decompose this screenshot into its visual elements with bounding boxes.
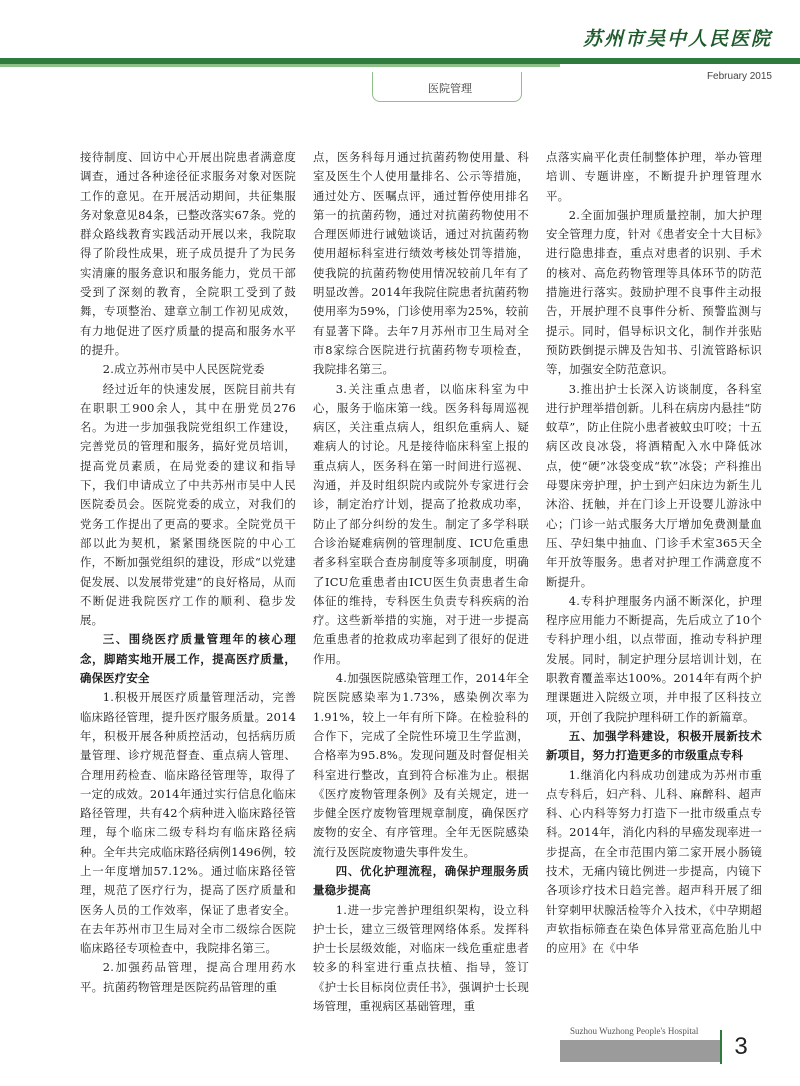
footer-bar — [560, 1040, 720, 1062]
column-2 — [313, 148, 529, 1028]
section-heading: 四、优化护理流程，确保护理服务质量稳步提高 — [313, 863, 529, 898]
issue-date: February 2015 — [706, 71, 772, 82]
paragraph: 点落实扁平化责任制整体护理，举办管理培训、专题讲座，不断提升护理管理水平。 — [546, 150, 762, 203]
column-1 — [80, 148, 296, 1028]
footer-hospital-en: Suzhou Wuzhong People's Hospital — [570, 1026, 699, 1036]
hospital-name: 苏州市吴中人民医院 — [582, 28, 772, 50]
paragraph: 1.进一步完善护理组织架构，设立科护士长，建立三级管理网络体系。发挥科护士长层级效能，对临床一线危重症患者较多的科室进行重点扶植、指导，签订《护士长目标岗位责任书》，强调护士长现场管理，重视病区基础管理，重 — [313, 902, 529, 1014]
page-number: 3 — [720, 1030, 760, 1064]
section-heading: 三、围绕医疗质量管理年的核心理念，脚踏实地开展工作，提高医疗质量，确保医疗安全 — [80, 632, 296, 686]
paragraph: 接待制度、回访中心开展出院患者满意度调查，通过各种途径征求服务对象对医院工作的意见。在开展活动期间，共征集服务对象意见84条，已整改落实67条。党的群众路线教育实践活动开展以来，我院取得了阶段性成果，班子成员提升了为民务实清廉的服务意识和服务能力，党员干部受到了深刻的教育，全院职工受到了鼓舞，专项整治、建章立制工作初见成效，有力地促进了医疗质量的提高和服务水平的提升。 — [80, 150, 296, 357]
paragraph: 1.继消化内科成功创建成为苏州市重点专科后，妇产科、儿科、麻醉科、超声科、心内科等努力打造下一批市级重点专科。2014年，消化内科的早癌发现率进一步提高，在全市范围内第二家开展小肠镜技术，无痛内镜比例进一步提高，内镜下各项诊疗技术日趋完善。超声科开展了细针穿刺甲状腺活检等介入技术，《中孕期超声软指标筛查在染色体异常亚高危胎儿中的应用》在《中华 — [546, 767, 762, 956]
paragraph: 3.关注重点患者，以临床科室为中心，服务于临床第一线。医务科每周巡视病区，关注重点病人，组织危重病人、疑难病人的讨论。凡是接待临床科室上报的重点病人，医务科在第一时间进行巡视、沟通，并及时组织院内或院外专家进行会诊，制定治疗计划，提高了抢救成功率，防止了部分纠纷的发生。制定了多学科联合诊治疑难病例的管理制度、ICU危重患者多科室联合查房制度等多项制度，明确了ICU危重患者由ICU医生负责患者生命体征的维持，专科医生负责专科疾病的治疗。这些新举措的实施，对于进一步提高危重患者的抢救成功率起到了很好的促进作用。 — [313, 381, 529, 666]
paragraph: 4.专科护理服务内涵不断深化，护理程序应用能力不断提高，先后成立了10个专科护理小组，以点带面，推动专科护理发展。同时，制定护理分层培训计划，在职教育覆盖率达100%。2014年有两个护理课题进入院级立项，并申报了区科技立项，开创了我院护理科研工作的新篇章。 — [546, 593, 762, 724]
paragraph: 4.加强医院感染管理工作，2014年全院医院感染率为1.73%，感染例次率为1.91%，较上一年有所下降。在检验科的合作下，完成了全院性环境卫生学监测，合格率为95.8%。发现问题及时督促相关科室进行整改，直到符合标准为止。根据《医疗废物管理条例》及有关规定，进一步健全医疗废物管理规章制度，确保医疗废物的安全、有序管理。全年无医院感染流行及医院废物遗失事件发生。 — [313, 671, 529, 859]
section-heading: 五、加强学科建设，积极开展新技术新项目，努力打造更多的市级重点专科 — [546, 728, 762, 763]
section-label: 医院管理 — [428, 82, 472, 95]
paragraph: 3.推出护士长深入访谈制度，各科室进行护理举措创新。儿科在病房内悬挂“防蚊草”，防止住院小患者被蚊虫叮咬；十五病区改良冰袋，将酒精配入水中降低冰点，使“硬”冰袋变成“软”冰袋；产科推出母婴床旁护理，护士到产妇床边为新生儿沐浴、抚触，并在门诊上开设婴儿游泳中心；门诊一站式服务大厅增加免费测量血压、孕妇集中抽血、门诊手术室365天全年开放等服务。患者对护理工作满意度不断提升。 — [546, 381, 762, 589]
paragraph: 点，医务科每月通过抗菌药物使用量、科室及医生个人使用量排名、公示等措施，通过处方、医嘱点评，通过暂停使用排名第一的抗菌药物，通过对抗菌药物使用不合理医师进行诫勉谈话，通过对抗菌药物使用超标科室进行绩效考核处罚等措施，使我院的抗菌药物使用情况较前几年有了明显改善。2014年我院住院患者抗菌药物使用率为59%，门诊使用率为25%，较前有显著下降。去年7月苏州市卫生局对全市8家综合医院进行抗菌药物专项检查，我院排名第三。 — [313, 150, 529, 377]
paragraph: 1.积极开展医疗质量管理活动，完善临床路径管理，提升医疗服务质量。2014年，积极开展各种质控活动，包括病历质量管理、诊疗规范督查、重点病人管理、合理用药检查、临床路径管理等，取得了一定的成效。2014年通过实行信息化临床路径管理，共有42个病种进入临床路径管理，每个临床二级专科均有临床路径病种。全年共完成临床路径病例1496例，较上一年度增加57.12%。通过临床路径管理，规范了医疗行为，提高了医疗质量和医务人员的工作效率，保证了患者安全。在去年苏州市卫生局对全市二级综合医院临床路径专项检查中，我院排名第三。 — [80, 690, 296, 956]
column-3 — [546, 148, 762, 1028]
paragraph: 2.全面加强护理质量控制，加大护理安全管理力度，针对《患者安全十大目标》进行隐患排查，重点对患者的识别、手术的核对、高危药物管理等具体环节的防范措施进行落实。鼓励护理不良事件主动报告，开展护理不良事件分析、预警监测与提示。同时，倡导标识文化，制作并张贴预防跌倒提示牌及告知书、引流管路标识等，加强安全防范意识。 — [546, 207, 762, 377]
paragraph: 2.成立苏州市吴中人民医院党委 — [102, 362, 265, 377]
article-body — [80, 148, 762, 1028]
paragraph: 经过近年的快速发展，医院目前共有在职职工900余人，其中在册党员276名。为进一步加强我院党组织工作建设，完善党员的管理和服务，搞好党员培训，提高党员素质，在局党委的建议和指导下，我们申请成立了中共苏州市吴中人民医院委员会。医院党委的成立，对我们的党务工作提出了更高的要求。全院党员干部以此为契机，紧紧围绕医院的中心工作，不断加强党组织的建设，形成“以党建促发展、以发展带党建”的良好格局，从而不断促进我院医疗工作的顺利、稳步发展。 — [80, 381, 296, 628]
header-light-bar — [0, 64, 560, 67]
paragraph: 2.加强药品管理，提高合理用药水平。抗菌药物管理是医院药品管理的重 — [80, 960, 296, 994]
